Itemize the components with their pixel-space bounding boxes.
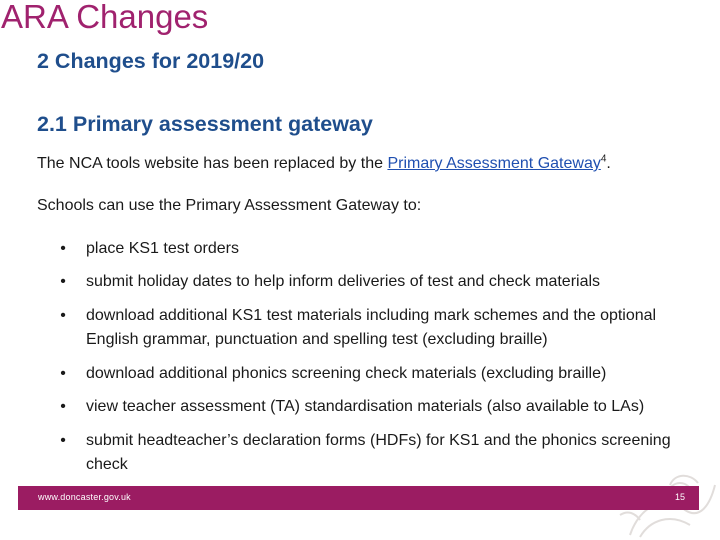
bullet-icon: • bbox=[60, 307, 66, 324]
subsection-heading: 2.1 Primary assessment gateway bbox=[37, 112, 373, 136]
list-item-text: view teacher assessment (TA) standardisation materials (also available to LAs) bbox=[86, 398, 645, 415]
primary-assessment-gateway-link[interactable]: Primary Assessment Gateway bbox=[387, 155, 601, 172]
footer-url: www.doncaster.gov.uk bbox=[38, 492, 131, 502]
list-item-text: submit holiday dates to help inform deliveries of test and check materials bbox=[86, 273, 601, 290]
list-item-text: submit headteacher’s declaration forms (HDFs) for KS1 and the phonics screening check bbox=[86, 432, 671, 473]
list-item-text: download additional phonics screening check materials (excluding braille) bbox=[86, 365, 607, 382]
lead-in-paragraph: Schools can use the Primary Assessment Gateway to: bbox=[37, 197, 422, 214]
bullet-icon: • bbox=[60, 398, 66, 415]
slide-title: ARA Changes bbox=[1, 0, 209, 35]
section-heading: 2 Changes for 2019/20 bbox=[37, 49, 265, 73]
footnote-marker: 4 bbox=[600, 153, 607, 165]
page-number: 15 bbox=[674, 492, 685, 502]
intro-text: The NCA tools website has been replaced by the bbox=[37, 155, 388, 172]
bullet-icon: • bbox=[60, 432, 66, 449]
list-item-text: download additional KS1 test materials including mark schemes and the optional English grammar, punctuation and spelling test (excluding braille) bbox=[86, 307, 657, 348]
bullet-icon: • bbox=[60, 365, 66, 382]
footer-bar bbox=[18, 486, 699, 510]
document-excerpt bbox=[18, 40, 700, 485]
bullet-icon: • bbox=[60, 273, 66, 290]
intro-end: . bbox=[606, 155, 611, 172]
intro-paragraph bbox=[37, 155, 611, 173]
list-item-text: place KS1 test orders bbox=[86, 240, 239, 257]
bullet-icon: • bbox=[60, 240, 66, 257]
